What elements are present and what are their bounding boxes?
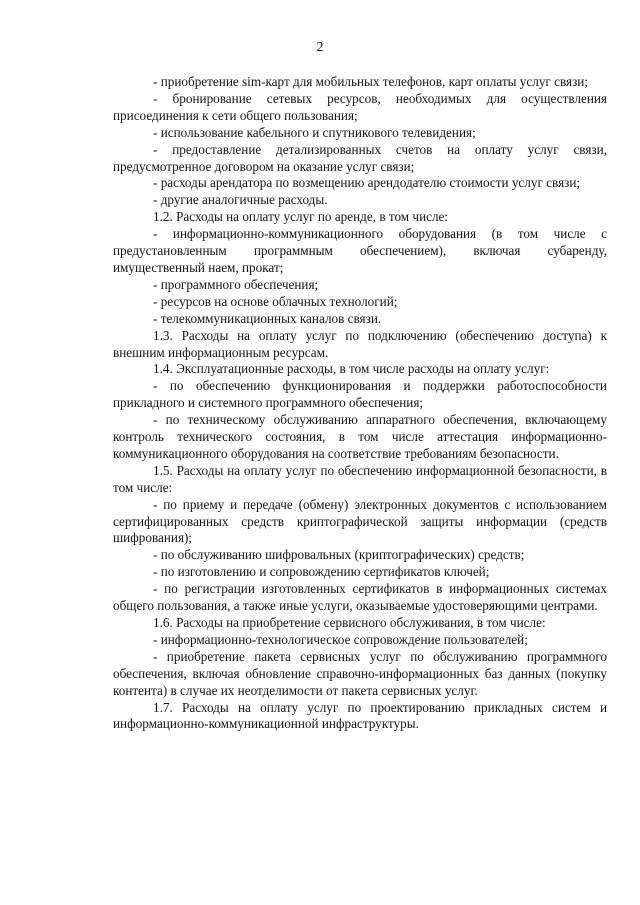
list-item-cloud-resources: - ресурсов на основе облачных технологий; (153, 293, 398, 309)
section-heading-1-3: 1.3. Расходы на оплату услуг по подключению (обеспечению доступа) к внешним информационным ресурсам. (113, 327, 607, 360)
page-number: 2 (316, 40, 324, 55)
list-item-certificate-registration: - по регистрации изготовленных сертификатов в информационных системах общего пользования, а также иные услуги, оказываемые удостоверяющими центрами. (113, 581, 607, 614)
document-body (113, 74, 607, 733)
list-item-detailed-bills: - предоставление детализированных счетов на оплату услуг связи, предусмотренное договором на оказание услуг связи; (113, 141, 607, 174)
list-item-hardware-maintenance: - по техническому обслуживанию аппаратного обеспечения, включающему контроль технического состояния, в том числе аттестация информационно-коммуникационного оборудования на соответствие требованиям безопасности. (113, 412, 607, 461)
list-item-software-support: - по обеспечению функционирования и поддержки работоспособности прикладного и системного программного обеспечения; (113, 378, 607, 411)
list-item-crypto-maintenance: - по обслуживанию шифровальных (криптографических) средств; (153, 547, 525, 563)
list-item-key-certificates: - по изготовлению и сопровождению сертификатов ключей; (153, 564, 490, 580)
section-heading-1-2: 1.2. Расходы на оплату услуг по аренде, в том числе: (153, 209, 449, 225)
section-heading-1-7: 1.7. Расходы на оплату услуг по проектированию прикладных систем и информационно-коммуникационной инфраструктуры. (113, 699, 607, 732)
list-item-telecom-channels: - телекоммуникационных каналов связи. (153, 310, 382, 326)
list-item-document-exchange: - по приему и передаче (обмену) электронных документов с использованием сертифицированных средств криптографической защиты информации (средств шифрования); (113, 496, 607, 546)
list-item-other-expenses: - другие аналогичные расходы. (153, 192, 328, 208)
section-heading-1-4: 1.4. Эксплуатационные расходы, в том числе расходы на оплату услуг: (153, 361, 550, 377)
list-item-sim-cards: - приобретение sim-карт для мобильных телефонов, карт оплаты услуг связи; (153, 74, 589, 89)
section-heading-1-6: 1.6. Расходы на приобретение сервисного обслуживания, в том числе: (153, 615, 546, 630)
list-item-ict-equipment: - информационно-коммуникационного оборудования (в том числе с предустановленным программным обеспечением), включая субаренду, имущественный наем, прокат; (113, 226, 607, 275)
list-item-software: - программного обеспечения; (153, 276, 319, 292)
section-heading-1-5: 1.5. Расходы на оплату услуг по обеспечению информационной безопасности, в том числе: (113, 462, 607, 495)
list-item-service-package: - приобретение пакета сервисных услуг по обслуживанию программного обеспечения, включая обновление справочно-информационных баз данных (покупку контента) в случае их неотделимости от пакета сервисных услуг. (113, 648, 607, 698)
list-item-tenant-expenses: - расходы арендатора по возмещению арендодателю стоимости услуг связи; (153, 175, 581, 191)
list-item-cable-tv: - использование кабельного и спутникового телевидения; (153, 124, 476, 140)
list-item-network-reservation: - бронирование сетевых ресурсов, необходимых для осуществления присоединения к сети общего пользования; (113, 90, 607, 123)
list-item-user-support: - информационно-технологическое сопровождение пользователей; (153, 631, 528, 647)
